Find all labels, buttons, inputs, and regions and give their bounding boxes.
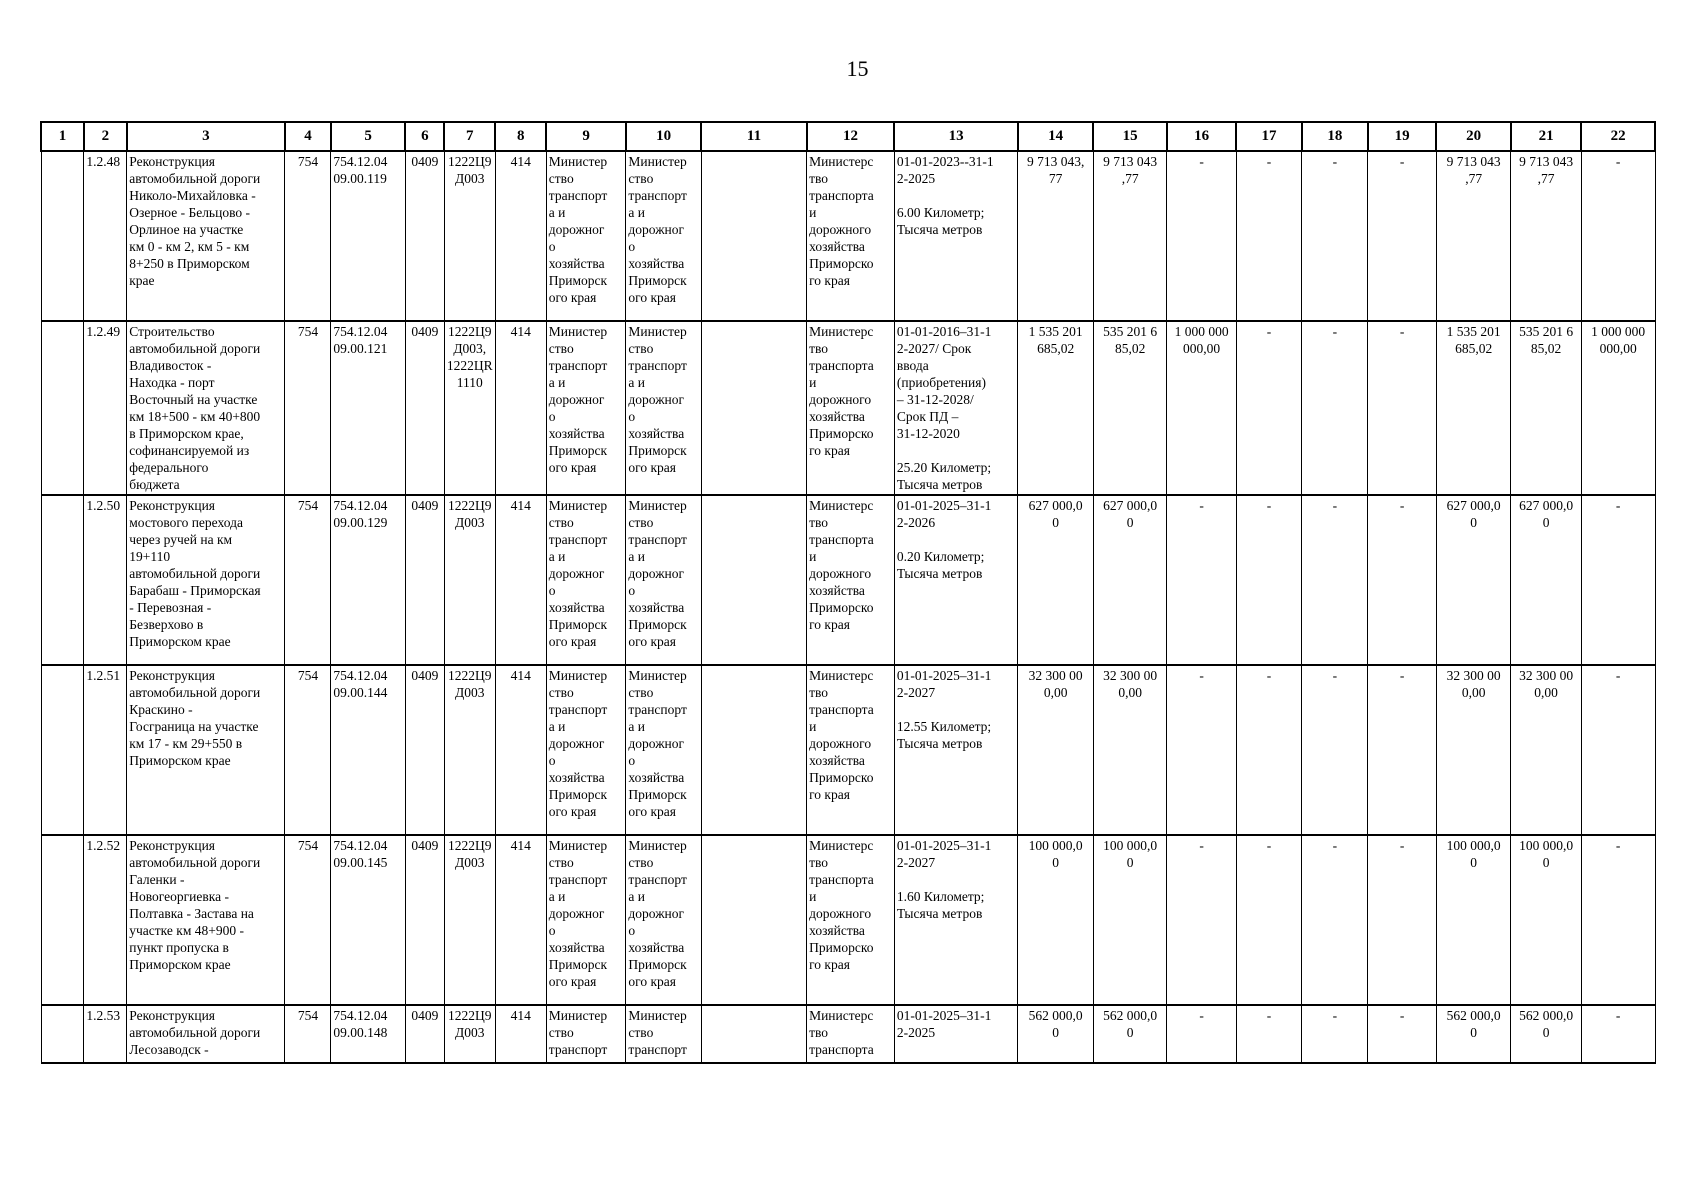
cell-project-name: Реконструкция автомобильной дороги Лесозаводск - — [127, 1005, 285, 1063]
cell-object-code: 754.12.04 09.00.145 — [331, 835, 406, 1005]
cell-total-cost: 627 000,0 0 — [1018, 495, 1094, 665]
cell-year1: 9 713 043 ,77 — [1093, 151, 1167, 321]
cell-col21: 562 000,0 0 — [1511, 1005, 1581, 1063]
cell-col11 — [701, 665, 806, 835]
column-header: 7 — [444, 122, 495, 151]
cell-project-name: Реконструкция автомобильной дороги Галенки - Новогеоргиевка - Полтавка - Застава на участке км 48+900 - пункт пропуска в Приморском крае — [127, 835, 285, 1005]
cell-section-code: 0409 — [405, 835, 444, 1005]
header-row — [41, 122, 1655, 151]
cell-object-code: 754.12.04 09.00.144 — [331, 665, 406, 835]
cell-col11 — [701, 151, 806, 321]
cell-object-code: 754.12.04 09.00.121 — [331, 321, 406, 495]
cell-col1 — [41, 321, 84, 495]
cell-col11 — [701, 495, 806, 665]
cell-col19: - — [1368, 665, 1436, 835]
column-header: 6 — [405, 122, 444, 151]
cell-col18: - — [1302, 321, 1368, 495]
column-header: 16 — [1167, 122, 1236, 151]
cell-expense-type: 414 — [495, 835, 546, 1005]
cell-expense-type: 414 — [495, 1005, 546, 1063]
table-row — [41, 495, 1655, 665]
table-row — [41, 1005, 1655, 1063]
cell-year2: - — [1167, 495, 1236, 665]
column-header: 5 — [331, 122, 406, 151]
cell-col17: - — [1236, 495, 1301, 665]
cell-expense-type: 414 — [495, 495, 546, 665]
column-header: 17 — [1236, 122, 1301, 151]
cell-col11 — [701, 321, 806, 495]
column-header: 13 — [894, 122, 1018, 151]
column-header: 4 — [285, 122, 331, 151]
cell-object-code: 754.12.04 09.00.148 — [331, 1005, 406, 1063]
cell-responsible: Министер ство транспорт а и дорожног о хозяйства Приморск ого края — [546, 151, 626, 321]
cell-year1: 627 000,0 0 — [1093, 495, 1167, 665]
cell-col22: - — [1581, 151, 1655, 321]
column-header: 15 — [1093, 122, 1167, 151]
cell-section-code: 0409 — [405, 665, 444, 835]
cell-responsible: Министер ство транспорт а и дорожног о хозяйства Приморск ого края — [546, 495, 626, 665]
cell-col22: 1 000 000 000,00 — [1581, 321, 1655, 495]
cell-expense-type: 414 — [495, 151, 546, 321]
column-header: 14 — [1018, 122, 1094, 151]
cell-target-article: 1222Ц9 Д003 — [444, 151, 495, 321]
cell-section-code: 0409 — [405, 151, 444, 321]
table-row — [41, 665, 1655, 835]
cell-col22: - — [1581, 835, 1655, 1005]
cell-code-754: 754 — [285, 835, 331, 1005]
cell-section-code: 0409 — [405, 1005, 444, 1063]
cell-customer: Министер ство транспорт а и дорожног о хозяйства Приморск ого края — [626, 495, 702, 665]
cell-col1 — [41, 835, 84, 1005]
column-header: 18 — [1302, 122, 1368, 151]
cell-col17: - — [1236, 1005, 1301, 1063]
cell-year1: 535 201 6 85,02 — [1093, 321, 1167, 495]
cell-col17: - — [1236, 151, 1301, 321]
cell-year2: - — [1167, 151, 1236, 321]
cell-period-capacity: 01-01-2025–31-1 2-2027 12.55 Километр; Тысяча метров — [894, 665, 1018, 835]
page-number: 15 — [846, 56, 869, 81]
cell-col17: - — [1236, 665, 1301, 835]
cell-col17: - — [1236, 835, 1301, 1005]
cell-col17: - — [1236, 321, 1301, 495]
cell-year1: 562 000,0 0 — [1093, 1005, 1167, 1063]
cell-year1: 100 000,0 0 — [1093, 835, 1167, 1005]
cell-col11 — [701, 835, 806, 1005]
table-row — [41, 835, 1655, 1005]
cell-period-capacity: 01-01-2016–31-1 2-2027/ Срок ввода (приобретения) – 31-12-2028/ Срок ПД – 31-12-2020 25.20 Километр; Тысяча метров — [894, 321, 1018, 495]
cell-year2: - — [1167, 1005, 1236, 1063]
cell-customer: Министер ство транспорт а и дорожног о хозяйства Приморск ого края — [626, 321, 702, 495]
cell-col19: - — [1368, 835, 1436, 1005]
column-header: 11 — [701, 122, 806, 151]
cell-developer: Министерс тво транспорта и дорожного хозяйства Приморско го края — [807, 495, 895, 665]
cell-code-754: 754 — [285, 1005, 331, 1063]
cell-col21: 627 000,0 0 — [1511, 495, 1581, 665]
column-header: 2 — [84, 122, 127, 151]
cell-code-754: 754 — [285, 151, 331, 321]
cell-responsible: Министер ство транспорт а и дорожног о хозяйства Приморск ого края — [546, 665, 626, 835]
cell-target-article: 1222Ц9 Д003 — [444, 1005, 495, 1063]
cell-col22: - — [1581, 495, 1655, 665]
cell-period-capacity: 01-01-2025–31-1 2-2026 0.20 Километр; Тысяча метров — [894, 495, 1018, 665]
cell-total-cost: 9 713 043, 77 — [1018, 151, 1094, 321]
cell-customer: Министер ство транспорт а и дорожног о хозяйства Приморск ого края — [626, 835, 702, 1005]
cell-period-capacity: 01-01-2023--31-1 2-2025 6.00 Километр; Тысяча метров — [894, 151, 1018, 321]
column-header: 22 — [1581, 122, 1655, 151]
cell-target-article: 1222Ц9 Д003 — [444, 835, 495, 1005]
cell-col1 — [41, 151, 84, 321]
cell-item-number: 1.2.49 — [84, 321, 127, 495]
budget-table — [40, 121, 1656, 1064]
column-header: 3 — [127, 122, 285, 151]
cell-year1: 32 300 00 0,00 — [1093, 665, 1167, 835]
cell-col18: - — [1302, 495, 1368, 665]
column-header: 19 — [1368, 122, 1436, 151]
cell-expense-type: 414 — [495, 665, 546, 835]
cell-customer: Министер ство транспорт а и дорожног о хозяйства Приморск ого края — [626, 665, 702, 835]
cell-target-article: 1222Ц9 Д003 — [444, 665, 495, 835]
cell-year2: 1 000 000 000,00 — [1167, 321, 1236, 495]
cell-col19: - — [1368, 151, 1436, 321]
cell-code-754: 754 — [285, 321, 331, 495]
cell-col1 — [41, 665, 84, 835]
cell-col18: - — [1302, 151, 1368, 321]
cell-developer: Министерс тво транспорта — [807, 1005, 895, 1063]
cell-code-754: 754 — [285, 665, 331, 835]
table-row — [41, 321, 1655, 495]
cell-total-cost: 1 535 201 685,02 — [1018, 321, 1094, 495]
cell-col19: - — [1368, 321, 1436, 495]
cell-developer: Министерс тво транспорта и дорожного хозяйства Приморско го края — [807, 151, 895, 321]
cell-col20: 1 535 201 685,02 — [1436, 321, 1511, 495]
column-header: 10 — [626, 122, 702, 151]
cell-total-cost: 562 000,0 0 — [1018, 1005, 1094, 1063]
cell-col21: 9 713 043 ,77 — [1511, 151, 1581, 321]
cell-col22: - — [1581, 665, 1655, 835]
cell-project-name: Реконструкция автомобильной дороги Краскино - Госграница на участке км 17 - км 29+550 в Приморском крае — [127, 665, 285, 835]
cell-customer: Министер ство транспорт — [626, 1005, 702, 1063]
cell-col22: - — [1581, 1005, 1655, 1063]
cell-total-cost: 32 300 00 0,00 — [1018, 665, 1094, 835]
cell-period-capacity: 01-01-2025–31-1 2-2027 1.60 Километр; Тысяча метров — [894, 835, 1018, 1005]
column-header: 12 — [807, 122, 895, 151]
cell-code-754: 754 — [285, 495, 331, 665]
cell-project-name: Реконструкция мостового перехода через ручей на км 19+110 автомобильной дороги Барабаш - Приморская - Перевозная - Безверхово в Приморском крае — [127, 495, 285, 665]
cell-period-capacity: 01-01-2025–31-1 2-2025 — [894, 1005, 1018, 1063]
cell-col18: - — [1302, 1005, 1368, 1063]
cell-col18: - — [1302, 835, 1368, 1005]
cell-developer: Министерс тво транспорта и дорожного хозяйства Приморско го края — [807, 665, 895, 835]
cell-item-number: 1.2.48 — [84, 151, 127, 321]
cell-target-article: 1222Ц9 Д003, 1222ЦR 1110 — [444, 321, 495, 495]
cell-col20: 627 000,0 0 — [1436, 495, 1511, 665]
cell-col11 — [701, 1005, 806, 1063]
cell-col20: 9 713 043 ,77 — [1436, 151, 1511, 321]
cell-customer: Министер ство транспорт а и дорожног о хозяйства Приморск ого края — [626, 151, 702, 321]
cell-item-number: 1.2.51 — [84, 665, 127, 835]
cell-responsible: Министер ство транспорт а и дорожног о хозяйства Приморск ого края — [546, 321, 626, 495]
column-header: 21 — [1511, 122, 1581, 151]
cell-expense-type: 414 — [495, 321, 546, 495]
cell-col21: 100 000,0 0 — [1511, 835, 1581, 1005]
cell-developer: Министерс тво транспорта и дорожного хозяйства Приморско го края — [807, 835, 895, 1005]
cell-col21: 535 201 6 85,02 — [1511, 321, 1581, 495]
cell-target-article: 1222Ц9 Д003 — [444, 495, 495, 665]
cell-object-code: 754.12.04 09.00.119 — [331, 151, 406, 321]
cell-total-cost: 100 000,0 0 — [1018, 835, 1094, 1005]
cell-col19: - — [1368, 1005, 1436, 1063]
cell-responsible: Министер ство транспорт — [546, 1005, 626, 1063]
cell-project-name: Строительство автомобильной дороги Владивосток - Находка - порт Восточный на участке км 18+500 - км 40+800 в Приморском крае, софинансируемой из федерального бюджета — [127, 321, 285, 495]
cell-year2: - — [1167, 835, 1236, 1005]
cell-object-code: 754.12.04 09.00.129 — [331, 495, 406, 665]
column-header: 9 — [546, 122, 626, 151]
cell-col18: - — [1302, 665, 1368, 835]
cell-section-code: 0409 — [405, 321, 444, 495]
cell-col1 — [41, 1005, 84, 1063]
cell-year2: - — [1167, 665, 1236, 835]
cell-developer: Министерс тво транспорта и дорожного хозяйства Приморско го края — [807, 321, 895, 495]
column-header: 1 — [41, 122, 84, 151]
column-header: 8 — [495, 122, 546, 151]
cell-project-name: Реконструкция автомобильной дороги Николо-Михайловка - Озерное - Бельцово - Орлиное на участке км 0 - км 2, км 5 - км 8+250 в Приморском крае — [127, 151, 285, 321]
column-header: 20 — [1436, 122, 1511, 151]
cell-col20: 32 300 00 0,00 — [1436, 665, 1511, 835]
cell-item-number: 1.2.52 — [84, 835, 127, 1005]
cell-col1 — [41, 495, 84, 665]
table-row — [41, 151, 1655, 321]
cell-col20: 562 000,0 0 — [1436, 1005, 1511, 1063]
cell-col21: 32 300 00 0,00 — [1511, 665, 1581, 835]
cell-col20: 100 000,0 0 — [1436, 835, 1511, 1005]
cell-col19: - — [1368, 495, 1436, 665]
cell-responsible: Министер ство транспорт а и дорожног о хозяйства Приморск ого края — [546, 835, 626, 1005]
cell-item-number: 1.2.53 — [84, 1005, 127, 1063]
cell-section-code: 0409 — [405, 495, 444, 665]
cell-item-number: 1.2.50 — [84, 495, 127, 665]
